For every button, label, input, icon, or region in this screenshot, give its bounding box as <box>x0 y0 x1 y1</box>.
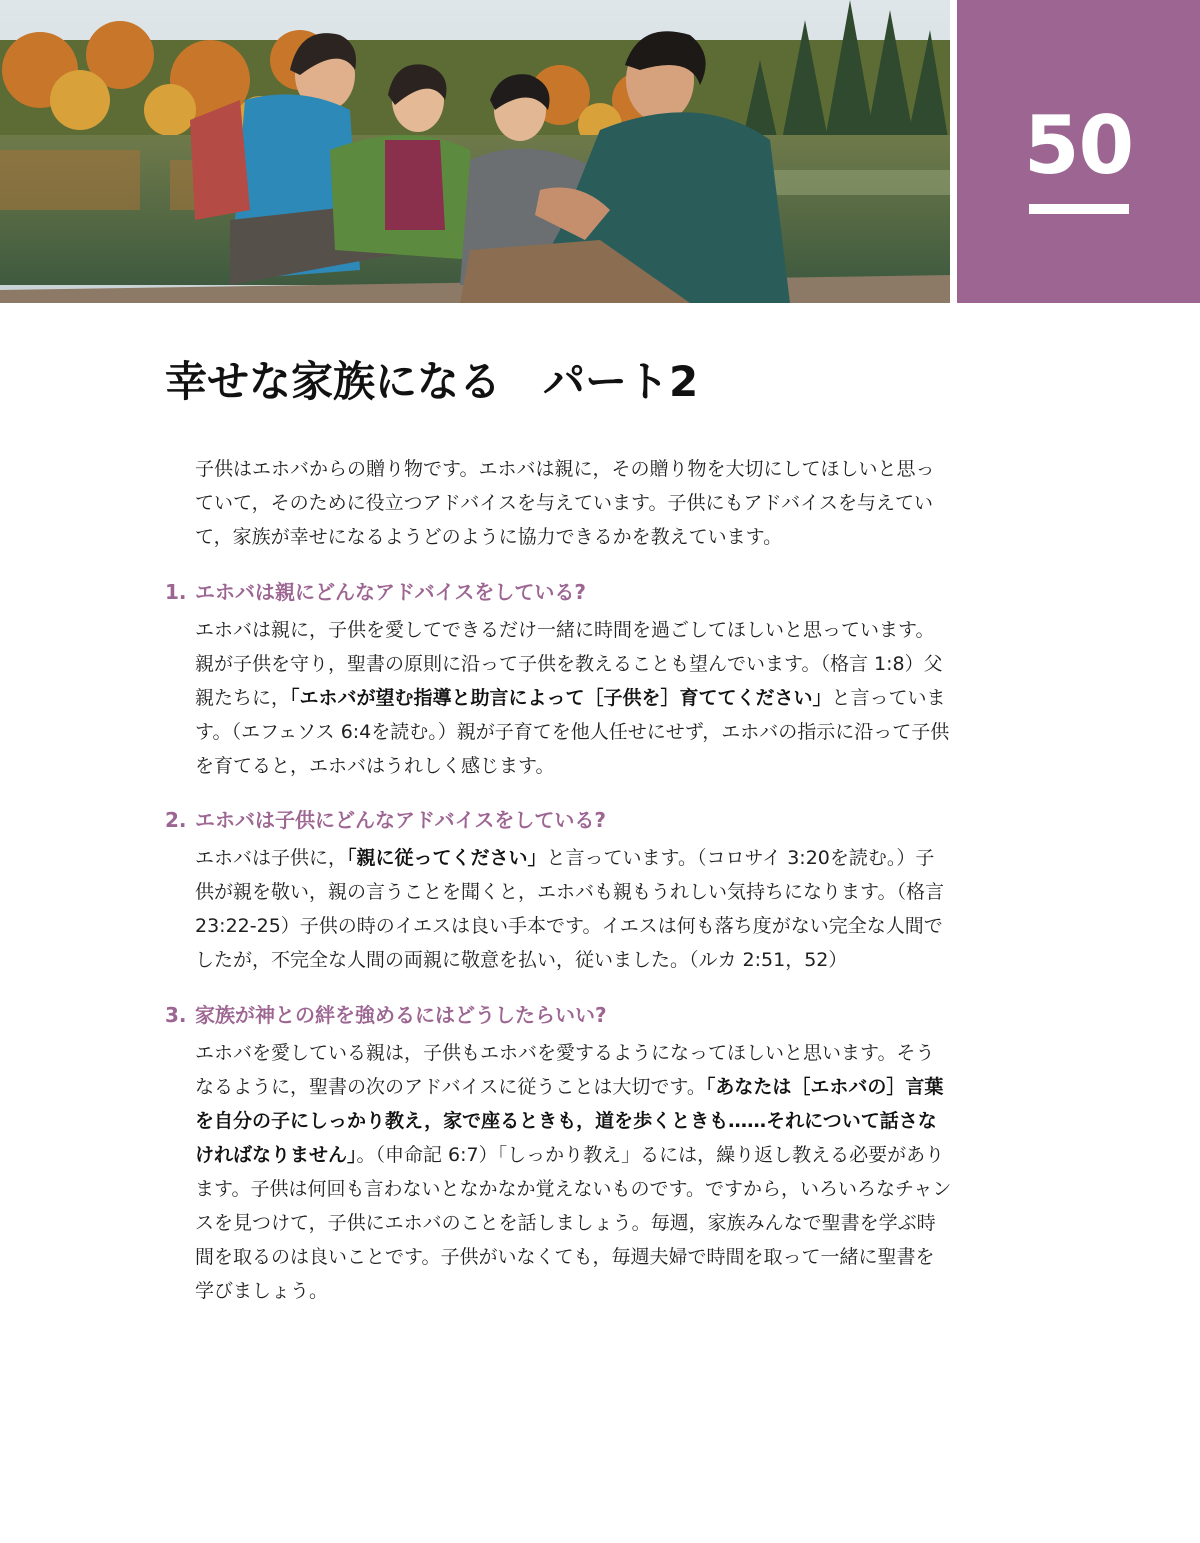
section-2-body <box>195 841 953 977</box>
section-1-body <box>195 613 953 783</box>
section-2-number: 2. <box>165 808 187 832</box>
section-1-quote: 「エホバが望む指導と助言によって［子供を］育ててください」 <box>290 687 832 709</box>
section-3-text-b: 。（申命記 6:7）「しっかり教え」るには，繰り返し教える必要があります。子供は何回も言わないとなかなか覚えないものです。ですから，いろいろなチャンスを見つけて，子供にエホバのことを話しましょう。毎週，家族みんなで聖書を学ぶ時間を取るのは良いことです。子供がいなくても，毎週夫婦で時間を取って一緒に聖書を学びましょう。 <box>195 1144 952 1302</box>
badge-underline <box>1029 204 1129 214</box>
section-1-text-b: と言っています。（エフェソス 6:4を読む。）親が子育てを他人任せにせず，エホバの指示に沿って子供を育てると，エホバはうれしく感じます。 <box>195 687 950 777</box>
section-1-title: エホバは親にどんなアドバイスをしている? <box>195 580 587 604</box>
section-2-heading <box>165 805 965 835</box>
intro-paragraph: 子供はエホバからの贈り物です。エホバは親に，その贈り物を大切にしてほしいと思っていて，そのために役立つアドバイスを与えています。子供にもアドバイスを与えていて，家族が幸せになるようどのように協力できるかを教えています。 <box>195 458 935 548</box>
lesson-number: 50 <box>1023 99 1134 192</box>
section-2-title: エホバは子供にどんなアドバイスをしている? <box>195 808 607 832</box>
section-3-heading <box>165 1000 965 1030</box>
section-3-quote: 「あなたは［エホバの］言葉を自分の子にしっかり教え，家で座るときも，道を歩くときも……それについて話さなければなりません」 <box>195 1076 944 1166</box>
header-photo <box>0 0 950 303</box>
section-3-text-a: エホバを愛している親は，子供もエホバを愛するようになってほしいと思います。そうなるように，聖書の次のアドバイスに従うことは大切です。 <box>195 1042 935 1098</box>
section-1-heading <box>165 577 965 607</box>
section-3-number: 3. <box>165 1003 187 1027</box>
family-lakeside-photo <box>0 0 950 303</box>
lesson-number-badge <box>957 0 1200 303</box>
section-1-text-a: エホバは親に，子供を愛してできるだけ一緒に時間を過ごしてほしいと思っています。親が子供を守り，聖書の原則に沿って子供を教えることも望んでいます。（格言 1:8）父親たちに， <box>195 619 943 709</box>
section-3-title: 家族が神との絆を強めるにはどうしたらいい? <box>195 1003 607 1027</box>
page-title: 幸せな家族になる パート2 <box>165 357 699 406</box>
section-1-number: 1. <box>165 580 187 604</box>
section-2-text-b: と言っています。（コロサイ 3:20を読む。）子供が親を敬い，親の言うことを聞くと，エホバも親もうれしい気持ちになります。（格言 23:22-25）子供の時のイエスは良い手本です。イエスは何も落ち度がない完全な人間でしたが，不完全な人間の両親に敬意を払い，従いました。（ルカ 2:51，52） <box>195 847 944 971</box>
section-3-body <box>195 1036 953 1308</box>
section-2-quote: 「親に従ってください」 <box>347 847 547 869</box>
section-2-text-a: エホバは子供に， <box>195 847 348 869</box>
